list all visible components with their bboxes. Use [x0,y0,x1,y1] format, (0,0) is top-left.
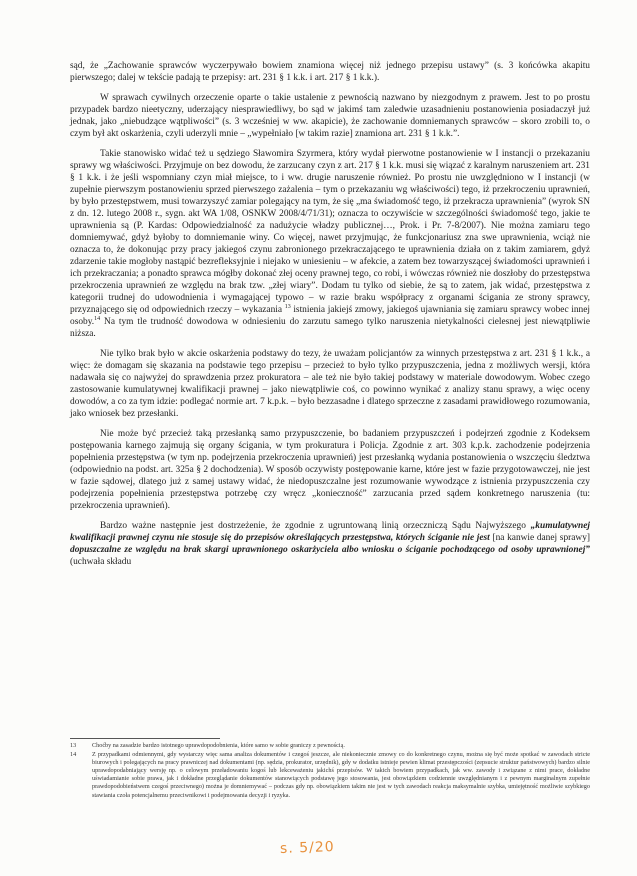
footnote-ref-14: 14 [94,315,101,322]
footnote-divider [70,738,220,739]
paragraph-3 [70,148,590,340]
paragraph-2: W sprawach cywilnych orzeczenie oparte o takie ustalenie z pewnością nazwano by niezgodnym z prawem. Jest to po prostu przypadek bardzo nieetyczny, uderzający niesprawiedliwy, bo sąd w jakimś tam zaledwie uzasadnieniu postanowienia posiadaczył już jednak, jako „niebudzące wątpliwości” (s. 3 wcześniej w ww. akapicie), że zachowanie domniemanych sprawców – skoro zrobili to, o czym był akt oskarżenia, czyli uderzyli mnie – „wypełniało [w takim razie] znamiona art. 231 § 1 k.k.”. [70,93,590,139]
page-number-stamp: s. 5/20 [279,839,335,857]
resolution-quote-2: dopuszczalne ze względu na brak skargi uprawnionego oskarżyciela albo wniosku o ściganie pochodzącego od osoby uprawnionej” [70,545,590,555]
paragraph-3-main: Takie stanowisko widać też u sędziego Sławomira Szyrmera, który wydał pierwotne postanowienie w I instancji o przekazaniu sprawy wg właściwości. Przyjmuje on bez dowodu, że zarzucany czyn z art. 217 § 1 k.k. musi się wiązać z karalnym naruszeniem art. 231 § 1 k.k. i że jeśli wspomniany czyn miał miejsce, to i ww. drugie naruszenie również. Po prostu nie uwzględniono w I instancji (w zupełnie pierwszym postanowieniu sprzed pierwszego zażalenia – tym o przekazaniu wg właściwości) tego, iż przekroczeniu uprawnień, by było przestępstwem, musi towarzyszyć zamiar polegający na tym, że się „ma świadomość tego, iż przekracza uprawnienia” (wyrok SN z dn. 12. lutego 2008 r., sygn. akt WA 1/08, OSNKW 2008/4/71/31); oznacza to oczywiście w szczególności świadomość tego, jakie te uprawnienia są (P. Kardas: Odpowiedzialność za nadużycie władzy publicznej…, Prok. i Pr. 7-8/2007). Nie można zamiaru tego domniemywać, gdyż byłoby to domniemanie winy. Co więcej, nawet przyjmując, że funkcjonariusz zna swe uprawnienia, wciąż nie oznacza to, że dokonując przy pracy jakiegoś czynu zabronionego przekraczającego te uprawnienia działa on z takim zamiarem, gdyż zdarzenie takie mogłoby nastąpić bezrefleksyjnie i niejako w uniesieniu – w afekcie, a zatem bez towarzyszącej świadomości uprawnień i ich przekraczania; a ponadto sprawca mógłby dokonać złej oceny prawnej tego, co robi, i wówczas również nie doszłoby do przestępstwa przekroczenia uprawnień ze względu na brak tzw. „złej wiary”. Dodam tu tylko od siebie, że są to zatem, jak widać, przestępstwa z kategorii trudnej do udowodnienia i wymagającej typowo – w razie braku współpracy z organami ścigania ze strony sprawcy, przyznającego się od odpowiednich rzeczy – wykazania [70,149,590,315]
paragraph-4: Nie tylko brak było w akcie oskarżenia podstawy do tezy, że uważam policjantów za winnych przestępstwa z art. 231 § 1 k.k., a więc: że domagam się skazania na podstawie tego przepisu – przecież to było tylko przypuszczenia, jedna z możliwych wersji, która nadawała się co najwyżej do sprawdzenia przez prokuratora – ale też nie było takiej podstawy w materiale dowodowym. Wobec czego zastosowanie kumulatywnej kwalifikacji prawnej – jako niewątpliwie coś, co powinno wynikać z analizy stanu sprawy, a więc oceny dowodów, a co za tym idzie: podlegać normie art. 7 k.p.k. – było bezzasadne i dlatego sprzeczne z zasadami prawidłowego rozumowania, jako wniosek bez przesłanki. [70,349,590,419]
footnote-number: 13 [70,742,77,749]
paragraph-3-mid: istnienia jakiejś zmowy, jakiegoś ujawniania się zamiaru sprawcy wobec innej osoby. [70,305,591,327]
footnote-14 [70,751,590,800]
resolution-bracket: [na kanwie danej sprawy] [492,533,591,543]
paragraph-6-main: Bardzo ważne następnie jest dostrzeżenie, że zgodnie z ugruntowaną linią orzeczniczą Sądu Najwyższego [100,521,526,531]
footnote-number: 14 [70,751,77,759]
footnote-text: Z przypadkami odmiennymi, gdy wystarczy więc sama analiza dokumentów i czegoś jeszcze, ale niekoniecznie zmowy co do konkretnego czynu, można się być może spotkać w zawodach stricte biurowych i polegających na pracy prawniczej nad dokumentami (np. sędzia, prokurator, urzędnik), gdy w dodatku istnieje pewien klimat przestępczości (zepsucie struktur państwowych) bardzo silnie uprawdopodabniający wersję np. o celowym przeładowaniu kogoś lub lekceważeniu jakichś przepisów. W takich bowiem przypadkach, jak ww. zawody i związane z nimi prace, dokładne uświadamianie sobie prawa, jak i dokładne przeglądanie dokumentów stanowiących podstawę jego stosowania, jest obowiązkiem codziennie uwzględnianym i z pewnym marginalnym zupełnie prawdopodobieństwem czegoś przeciwnego) można je domniemywać – podczas gdy np. obowiązkiem takim nie jest w tych zawodach reakcja maksymalnie szybka, umiejętność możliwie szybkiego stawiania czoła potencjalnemu przeciwnikowi i podejmowania decyzji i ryzyka. [92,751,590,799]
resolution-quote-1: „kumulatywnej kwalifikacji prawnej czynu nie stosuje się do przepisów określających przestępstwa, których ściganie nie jest [70,521,590,543]
footnote-13 [70,742,590,750]
footnote-text: Choćby na zasadzie bardzo istotnego uprawdopodobnienia, które samo w sobie graniczy z pewnością. [92,742,345,749]
paragraph-5: Nie może być przecież taką przesłanką samo przypuszczenie, bo badaniem przypuszczeń i podejrzeń zgodnie z Kodeksem postępowania karnego zajmują się organy ścigania, w tym prokuratura i Policja. Zgodnie z art. 303 k.p.k. zachodzenie podejrzenia popełnienia przestępstwa (w tym np. podejrzenia przekroczenia uprawnień) jest przesłanką wydania postanowienia o wszczęciu śledztwa (odpowiednio na podst. art. 325a § 2 dochodzenia). W sposób oczywisty postępowanie karne, które jest w fazie przygotowawczej, nie jest w fazie sądowej, dlatego już z samej ustawy widać, że niedopuszczalne jest rozumowanie wywodzące z istnienia przypuszczenia czy podejrzenia popełnienia przestępstwa potrzebę czy wręcz „konieczność” zarzucania przed sądem konkretnego naruszenia (tu: przekroczenia uprawnień). [70,429,590,511]
body-text [70,60,590,576]
paragraph-3-end: Na tym tle trudność dowodowa w odniesieniu do zarzutu samego tylko naruszenia nietykalności cielesnej jest niewątpliwie niższa. [70,317,591,339]
paragraph-1: sąd, że „Zachowanie sprawców wyczerpywało bowiem znamiona więcej niż jednego przepisu ustawy” (s. 3 końcówka akapitu pierwszego; dalej w tekście padają te przepisy: art. 231 § 1 k.k. i art. 217 § 1 k.k.). [70,61,590,83]
paragraph-6-end: (uchwała składu [70,557,132,567]
footnote-ref-13: 13 [284,303,291,310]
paragraph-6 [70,520,590,568]
footnotes [70,738,590,801]
